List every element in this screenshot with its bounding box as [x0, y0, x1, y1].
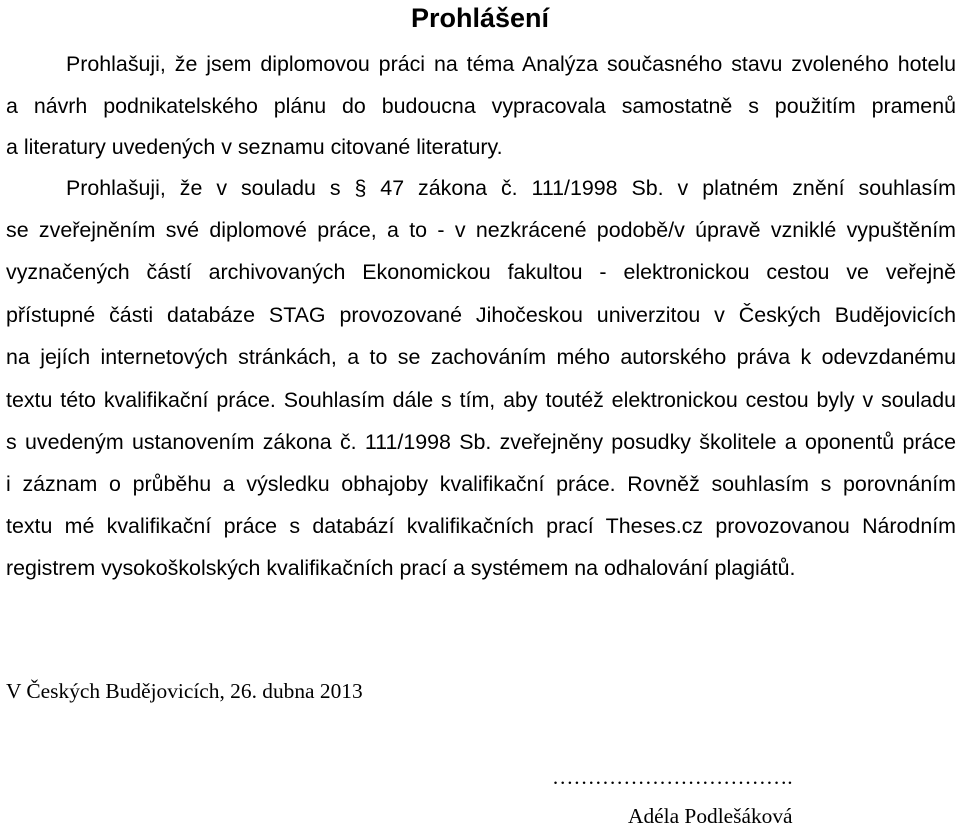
- paragraph-line-8: na jejích internetových stránkách, a to se zachováním mého autorského práva k odevzdanému: [6, 345, 956, 369]
- paragraph-line-13: registrem vysokoškolských kvalifikačních prací a systémem na odhalování plagiátů.: [6, 556, 796, 580]
- paragraph-line-2: a návrh podnikatelského plánu do budoucna vypracovala samostatně s použitím pramenů: [6, 94, 956, 118]
- signature-name: Adéla Podlešáková: [628, 804, 793, 828]
- paragraph-line-10: s uvedeným ustanovením zákona č. 111/1998 Sb. zveřejněny posudky školitele a oponentů práce: [6, 430, 956, 454]
- paragraph-line-12: textu mé kvalifikační práce s databází kvalifikačních prací Theses.cz provozovanou Národním: [6, 514, 956, 538]
- place-and-date: V Českých Budějovicích, 26. dubna 2013: [6, 679, 363, 703]
- paragraph-line-1: Prohlašuji, že jsem diplomovou práci na téma Analýza současného stavu zvoleného hotelu: [66, 52, 956, 76]
- paragraph-line-5: se zveřejněním své diplomové práce, a to - v nezkrácené podobě/v úpravě vzniklé vypuštěním: [6, 218, 956, 242]
- paragraph-line-4: Prohlašuji, že v souladu s § 47 zákona č. 111/1998 Sb. v platném znění souhlasím: [66, 176, 956, 200]
- signature-line: …………………………….: [552, 765, 793, 789]
- paragraph-line-9: textu této kvalifikační práce. Souhlasím dále s tím, aby toutéž elektronickou cestou byly v souladu: [6, 388, 956, 412]
- page-title: Prohlášení: [410, 3, 550, 33]
- paragraph-line-7: přístupné části databáze STAG provozované Jihočeskou univerzitou v Českých Budějovicích: [6, 303, 956, 327]
- paragraph-line-6: vyznačených částí archivovaných Ekonomickou fakultou - elektronickou cestou ve veřejně: [6, 260, 956, 284]
- paragraph-line-3: a literatury uvedených v seznamu citované literatury.: [6, 135, 503, 159]
- paragraph-line-11: i záznam o průběhu a výsledku obhajoby kvalifikační práce. Rovněž souhlasím s porovnáním: [6, 472, 956, 496]
